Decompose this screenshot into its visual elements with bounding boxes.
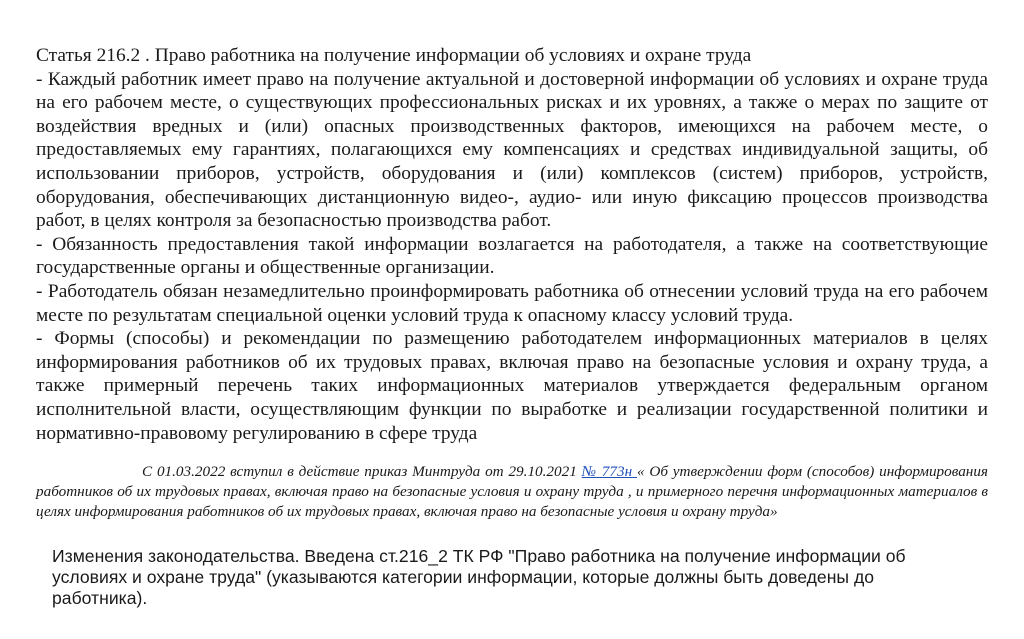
article-title: Статья 216.2 . Право работника на получение информации об условиях и охране труда — [36, 45, 752, 66]
article-body — [36, 44, 988, 445]
article-paragraph-1: - Каждый работник имеет право на получение актуальной и достоверной информации об условиях и охране труда на его рабочем месте, о существующих профессиональных рисках и их уровнях, а также о мерах по защите от воздействия вредных и (или) опасных производственных факторов, имеющихся на рабочем месте, о предоставляемых ему гарантиях, полагающихся ему компенсациях и средствах индивидуальной защиты, об использовании приборов, устройств, оборудования и (или) комплексов (систем) приборов, устройств, оборудования, обеспечивающих дистанционную видео-, аудио- или иную фиксацию процессов производства работ, в целях контроля за безопасностью производства работ. — [36, 68, 988, 232]
legislation-changes-note: Изменения законодательства. Введена ст.216_2 ТК РФ "Право работника на получение информации об условиях и охране труда" (указываются категории информации, которые должны быть доведены до работника). — [52, 546, 906, 608]
order-note-suffix: « Об утверждении форм (способов) информирования работников об их трудовых правах, включая право на безопасные условия и охрану труда , и примерного перечня информационных материалов в целях информирования работников об их трудовых правах, включая право на безопасные условия и охрану труда» — [36, 463, 988, 520]
order-773n-link[interactable]: № 773н — [581, 463, 637, 480]
article-paragraph-4: - Формы (способы) и рекомендации по размещению работодателем информационных материалов в целях информирования работников об их трудовых правах, включая право на безопасные условия и охрану труда, а также примерный перечень таких информационных материалов утверждается федеральным органом исполнительной власти, осуществляющим функции по выработке и реализации государственной политики и нормативно-правовому регулированию в сфере труда — [36, 328, 988, 444]
article-paragraph-2: - Обязанность предоставления такой информации возлагается на работодателя, а также на соответствующие государственные органы и общественные организации. — [36, 233, 988, 279]
order-note — [36, 462, 988, 522]
order-note-prefix: С 01.03.2022 вступил в действие приказ Минтруда от 29.10.2021 — [142, 463, 582, 480]
article-paragraph-3: - Работодатель обязан незамедлительно проинформировать работника об отнесении условий труда на его рабочем месте по результатам специальной оценки условий труда к опасному классу условий труда. — [36, 280, 988, 326]
